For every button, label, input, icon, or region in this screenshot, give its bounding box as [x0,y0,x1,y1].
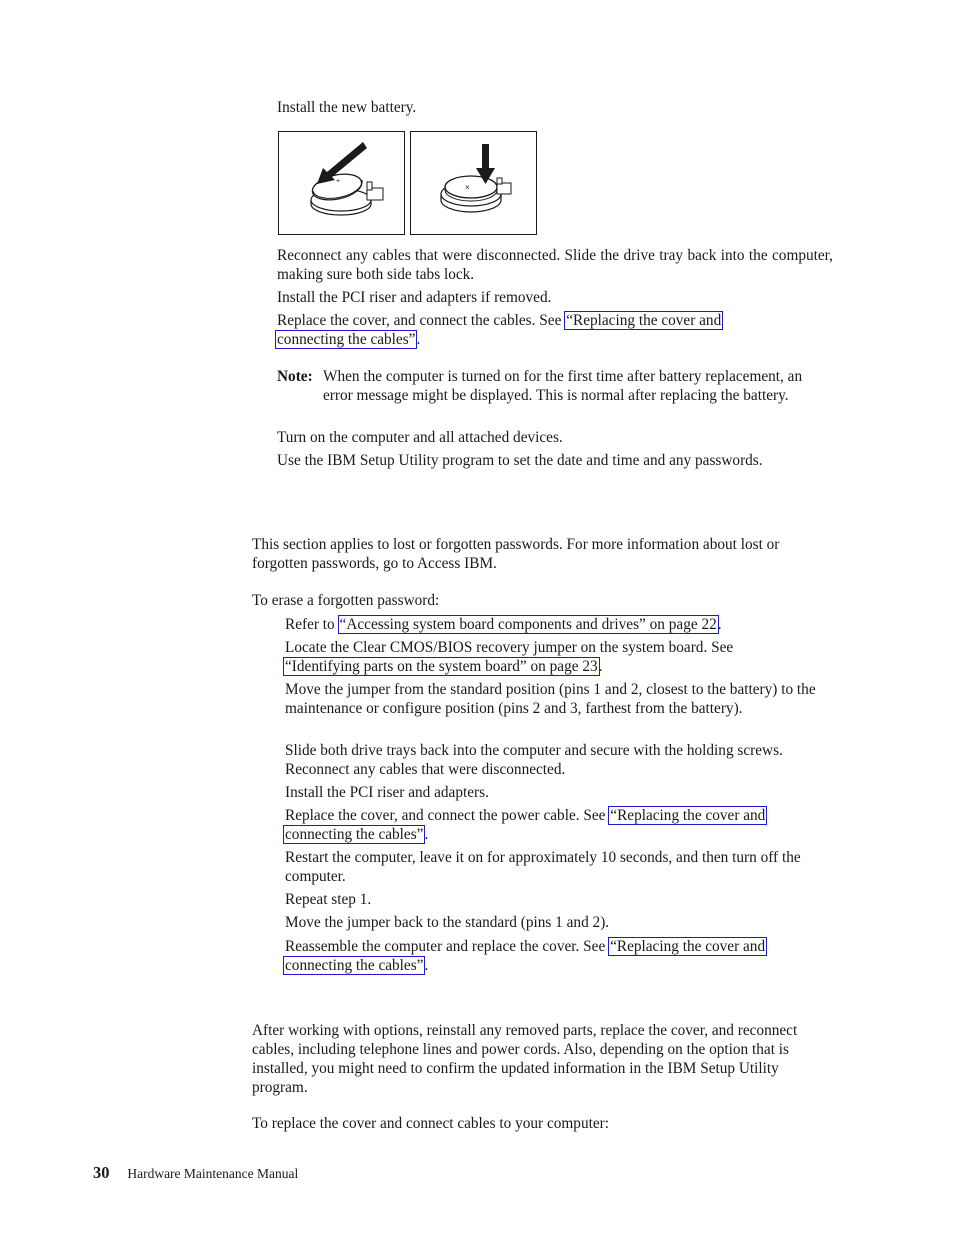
password-step-locate [285,638,845,676]
replacing-cover-link-2[interactable]: “Replacing the cover and [610,807,766,824]
password-step-restart: Restart the computer, leave it on for approximately 10 seconds, and then turn off the computer. [285,849,801,885]
password-step-move-back: Move the jumper back to the standard (pins 1 and 2). [285,914,610,931]
note-block [277,367,837,405]
step-replace-cover-text: Replace the cover, and connect the cables. See [277,312,566,329]
battery-press-down-figure [410,131,537,235]
page-footer [93,1163,298,1183]
battery-insert-angled-icon [279,132,404,234]
svg-text:×: × [465,183,470,192]
step-install-riser: Install the PCI riser and adapters if removed. [277,289,552,306]
password-step-repeat: Repeat step 1. [285,891,372,908]
password-step-replace-cover [285,806,845,844]
step-setup-utility: Use the IBM Setup Utility program to set the date and time and any passwords. [277,452,763,469]
step-reconnect: Reconnect any cables that were disconnected. Slide the drive tray back into the computer, making sure both side tabs lock. [277,247,833,283]
password-step-locate-suffix: . [598,658,603,675]
accessing-system-board-link[interactable]: “Accessing system board components and drives” on page 22 [339,616,717,633]
password-step-locate-text: Locate the Clear CMOS/BIOS recovery jumper on the system board. See [285,639,734,656]
step-install-battery: Install the new battery. [277,99,417,116]
page-number: 30 [93,1163,110,1182]
replacing-cover-link[interactable]: “Replacing the cover and [566,312,722,329]
passwords-intro: This section applies to lost or forgotten passwords. For more information about lost or forgotten passwords, go to Access IBM. [252,536,780,572]
svg-text:+: + [336,178,341,185]
password-step-replace-cover-suffix: . [424,826,429,843]
password-step-refer-suffix: . [717,616,722,633]
password-step-install-riser: Install the PCI riser and adapters. [285,784,489,801]
manual-title: Hardware Maintenance Manual [127,1166,299,1181]
password-step-move-jumper: Move the jumper from the standard position (pins 1 and 2, closest to the battery) to the maintenance or configure position (pins 2 and 3, farthest from the battery). [285,681,816,717]
step-replace-cover-suffix: . [416,331,421,348]
password-step-refer [285,615,845,634]
step-turn-on: Turn on the computer and all attached devices. [277,429,563,446]
replacing-cover-link-2-cont[interactable]: connecting the cables” [285,826,424,843]
passwords-lead: To erase a forgotten password: [252,592,440,609]
password-step-reassemble-text: Reassemble the computer and replace the cover. See [285,938,610,955]
password-step-slide: Slide both drive trays back into the computer and secure with the holding screws. Reconnect any cables that were disconnected. [285,742,783,778]
battery-press-down-icon [411,132,536,234]
cover-lead: To replace the cover and connect cables to your computer: [252,1115,609,1132]
password-step-refer-text: Refer to [285,616,339,633]
password-step-reassemble-suffix: . [424,957,429,974]
password-step-reassemble [285,937,845,975]
cover-intro: After working with options, reinstall any removed parts, replace the cover, and reconnect cables, including telephone lines and power cords. Also, depending on the option that is installed, you might need to confirm the updated information in the IBM Setup Utility program. [252,1022,798,1096]
replacing-cover-link-cont[interactable]: connecting the cables” [277,331,416,348]
replacing-cover-link-3[interactable]: “Replacing the cover and [610,938,766,955]
battery-insert-angled-figure [278,131,405,235]
note-text: When the computer is turned on for the first time after battery replacement, an error message might be displayed. This is normal after replacing the battery. [323,368,803,404]
note-label: Note: [277,368,313,385]
step-replace-cover [277,311,837,349]
identifying-parts-link[interactable]: “Identifying parts on the system board” on page 23 [285,658,598,675]
replacing-cover-link-3-cont[interactable]: connecting the cables” [285,957,424,974]
password-step-replace-cover-text: Replace the cover, and connect the power cable. See [285,807,610,824]
